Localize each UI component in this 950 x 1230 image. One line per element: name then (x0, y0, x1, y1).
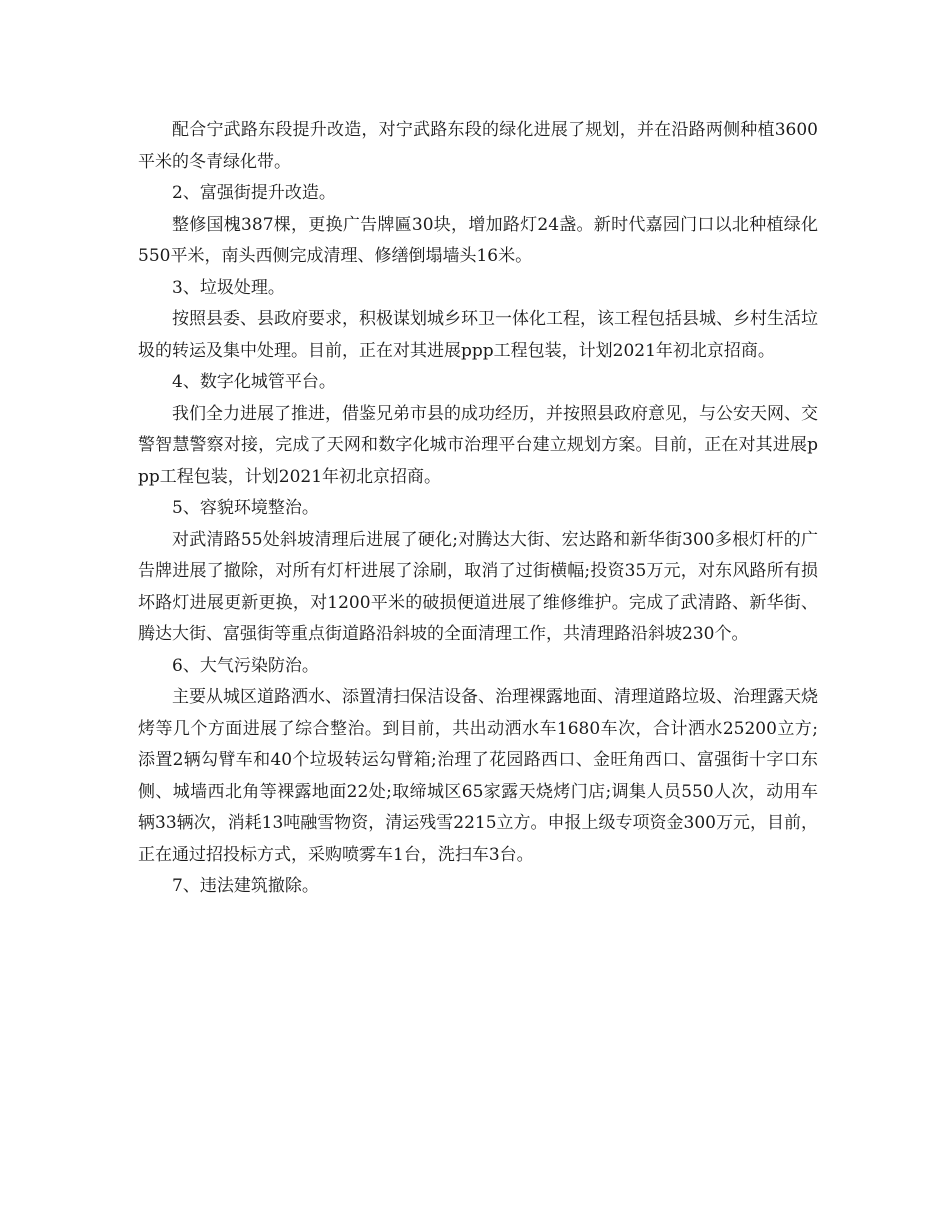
section-heading-air-pollution: 6、大气污染防治。 (172, 655, 319, 676)
paragraph-environment: 对武清路55处斜坡清理后进展了硬化;对腾达大街、宏达路和新华街300多根灯杆的广告牌进展了撤除，对所有灯杆进展了涂刷，取消了过街横幅;投资35万元，对东风路所有损坏路灯进展更新更换，对1200平米的破损便道进展了维修维护。完成了武清路、新华街、腾达大街、富强街等重点街道路沿斜坡的全面清理工作，共清理路沿斜坡230个。 (138, 529, 818, 644)
section-heading-garbage: 3、垃圾处理。 (172, 277, 285, 298)
document-body (138, 115, 818, 903)
section-heading-fuqiang-street: 2、富强街提升改造。 (172, 183, 336, 203)
paragraph-greening-plan: 配合宁武路东段提升改造，对宁武路东段的绿化进展了规划，并在沿路两侧种植3600平米的冬青绿化带。 (138, 120, 818, 172)
section-heading-environment: 5、容貌环境整治。 (172, 498, 319, 518)
section-heading-illegal-buildings: 7、违法建筑撤除。 (172, 876, 319, 896)
section-heading-digital-platform: 4、数字化城管平台。 (172, 372, 336, 392)
paragraph-garbage: 按照县委、县政府要求，积极谋划城乡环卫一体化工程，该工程包括县城、乡村生活垃圾的转运及集中处理。目前，正在对其进展ppp工程包装，计划2021年初北京招商。 (138, 309, 818, 361)
paragraph-fuqiang-street: 整修国槐387棵，更换广告牌匾30块，增加路灯24盏。新时代嘉园门口以北种植绿化550平米，南头西侧完成清理、修缮倒塌墙头16米。 (138, 214, 818, 266)
paragraph-air-pollution: 主要从城区道路洒水、添置清扫保洁设备、治理裸露地面、清理道路垃圾、治理露天烧烤等几个方面进展了综合整治。到目前，共出动洒水车1680车次，合计洒水25200立方;添置2辆勾臂车和40个垃圾转运勾臂箱;治理了花园路西口、金旺角西口、富强街十字口东侧、城墙西北角等裸露地面22处;取缔城区65家露天烧烤门店;调集人员550人次，动用车辆33辆次，消耗13吨融雪物资，清运残雪2215立方。申报上级专项资金300万元，目前，正在通过招投标方式，采购喷雾车1台，洗扫车3台。 (138, 687, 818, 865)
paragraph-digital-platform: 我们全力进展了推进，借鉴兄弟市县的成功经历，并按照县政府意见，与公安天网、交警智慧警察对接，完成了天网和数字化城市治理平台建立规划方案。目前，正在对其进展ppp工程包装，计划2021年初北京招商。 (138, 403, 818, 487)
